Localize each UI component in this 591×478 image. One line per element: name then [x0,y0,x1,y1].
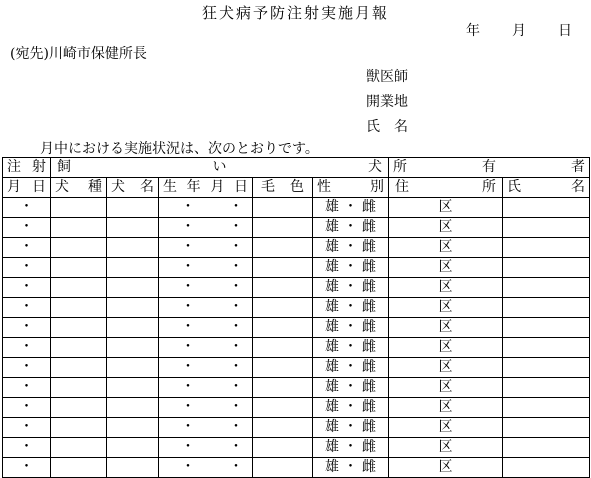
sex-cell[interactable]: 雄 ・ 雌 [313,278,389,298]
coat-color-cell[interactable] [253,338,313,358]
owner-name-cell[interactable] [503,418,590,438]
header-address-char2: 所 [482,179,496,195]
header-birthdate: 生年月日 [159,178,253,198]
table-row [3,218,590,238]
header-dog-char2: い [212,159,227,175]
owner-name-cell[interactable] [503,298,590,318]
date-year-label: 年 [466,23,480,39]
dog-name-cell[interactable] [107,258,159,278]
sex-cell[interactable]: 雄 ・ 雌 [313,298,389,318]
coat-color-cell[interactable] [253,458,313,478]
sex-cell[interactable]: 雄 ・ 雌 [313,418,389,438]
header-date: 月日 [3,178,51,198]
vet-name-label: 氏 名 [366,119,408,135]
header-owner: 所 有 者 [389,158,590,178]
header-address-char1: 住 [395,179,409,195]
address-cell[interactable]: 区 [389,318,503,338]
table-row [3,198,590,218]
sex-cell[interactable]: 雄 ・ 雌 [313,318,389,338]
header-address [389,178,503,198]
table-row [3,318,590,338]
injection-report-table [2,157,590,478]
owner-name-cell[interactable] [503,338,590,358]
birthdate-cell[interactable]: ・ ・ [159,278,253,298]
breed-cell[interactable] [51,398,107,418]
dog-name-cell[interactable] [107,338,159,358]
table-row [3,418,590,438]
table-row [3,338,590,358]
header-injection: 注射 [3,158,51,178]
birthdate-cell[interactable]: ・ ・ [159,418,253,438]
address-cell[interactable]: 区 [389,398,503,418]
table-row [3,298,590,318]
birthdate-cell[interactable]: ・ ・ [159,378,253,398]
birthdate-cell[interactable]: ・ ・ [159,218,253,238]
coat-color-cell[interactable] [253,298,313,318]
owner-name-cell[interactable] [503,258,590,278]
document-title: 狂犬病予防注射実施月報 [201,4,389,22]
header-dog-name: 犬名 [107,178,159,198]
coat-color-cell[interactable] [253,218,313,238]
owner-name-cell[interactable] [503,238,590,258]
address-cell[interactable]: 区 [389,298,503,318]
table-row [3,378,590,398]
owner-name-cell[interactable] [503,278,590,298]
coat-color-cell[interactable] [253,378,313,398]
birthdate-cell[interactable]: ・ ・ [159,438,253,458]
dog-name-cell[interactable] [107,278,159,298]
birthdate-cell[interactable]: ・ ・ [159,398,253,418]
date-cell[interactable]: ・ [3,458,51,478]
breed-cell[interactable] [51,358,107,378]
date-cell[interactable]: ・ [3,218,51,238]
owner-name-cell[interactable] [503,438,590,458]
dog-name-cell[interactable] [107,398,159,418]
breed-cell[interactable] [51,458,107,478]
table-header-row-2 [3,178,590,198]
address-cell[interactable]: 区 [389,378,503,398]
date-cell[interactable]: ・ [3,338,51,358]
breed-cell[interactable] [51,318,107,338]
birthdate-cell[interactable]: ・ ・ [159,258,253,278]
breed-cell[interactable] [51,238,107,258]
breed-cell[interactable] [51,418,107,438]
date-cell[interactable]: ・ [3,278,51,298]
dog-name-cell[interactable] [107,358,159,378]
birthdate-cell[interactable]: ・ ・ [159,458,253,478]
dog-name-cell[interactable] [107,198,159,218]
coat-color-cell[interactable] [253,278,313,298]
header-breed: 犬種 [51,178,107,198]
date-cell[interactable]: ・ [3,438,51,458]
header-owner-name: 氏名 [503,178,590,198]
coat-color-cell[interactable] [253,318,313,338]
birthdate-cell[interactable]: ・ ・ [159,238,253,258]
sex-cell[interactable]: 雄 ・ 雌 [313,458,389,478]
dog-name-cell[interactable] [107,378,159,398]
owner-name-cell[interactable] [503,318,590,338]
dog-name-cell[interactable] [107,218,159,238]
owner-name-cell[interactable] [503,358,590,378]
coat-color-cell[interactable] [253,198,313,218]
breed-cell[interactable] [51,438,107,458]
breed-cell[interactable] [51,198,107,218]
clinic-location-label: 開業地 [366,94,408,110]
table-row [3,278,590,298]
table-row [3,238,590,258]
birthdate-cell[interactable]: ・ ・ [159,338,253,358]
address-cell[interactable]: 区 [389,218,503,238]
table-row [3,358,590,378]
table-row [3,438,590,458]
sex-cell[interactable]: 雄 ・ 雌 [313,358,389,378]
dog-name-cell[interactable] [107,318,159,338]
sex-cell[interactable]: 雄 ・ 雌 [313,258,389,278]
vet-label: 獣医師 [366,69,408,85]
coat-color-cell[interactable] [253,398,313,418]
breed-cell[interactable] [51,338,107,358]
table-header-row-1 [3,158,590,178]
owner-name-cell[interactable] [503,398,590,418]
address-cell[interactable]: 区 [389,198,503,218]
sex-cell[interactable]: 雄 ・ 雌 [313,338,389,358]
owner-name-cell[interactable] [503,198,590,218]
date-cell[interactable]: ・ [3,418,51,438]
date-line [466,20,572,40]
date-cell[interactable]: ・ [3,398,51,418]
table-row [3,458,590,478]
owner-name-cell[interactable] [503,458,590,478]
coat-color-cell[interactable] [253,438,313,458]
dog-name-cell[interactable] [107,438,159,458]
address-cell[interactable]: 区 [389,278,503,298]
owner-name-cell[interactable] [503,218,590,238]
coat-color-cell[interactable] [253,258,313,278]
breed-cell[interactable] [51,278,107,298]
coat-color-cell[interactable] [253,418,313,438]
dog-name-cell[interactable] [107,418,159,438]
addressee: (宛先)川崎市保健所長 [10,46,147,62]
date-month-label: 月 [512,23,526,39]
dog-name-cell[interactable] [107,298,159,318]
address-cell[interactable]: 区 [389,258,503,278]
dog-name-cell[interactable] [107,458,159,478]
date-cell[interactable]: ・ [3,238,51,258]
date-cell[interactable]: ・ [3,318,51,338]
birthdate-cell[interactable]: ・ ・ [159,358,253,378]
address-cell[interactable]: 区 [389,458,503,478]
sex-cell[interactable]: 雄 ・ 雌 [313,198,389,218]
breed-cell[interactable] [51,218,107,238]
sex-cell[interactable]: 雄 ・ 雌 [313,398,389,418]
sex-cell[interactable]: 雄 ・ 雌 [313,238,389,258]
table-row [3,258,590,278]
header-dog-char1: 飼 [57,159,71,175]
date-cell[interactable]: ・ [3,378,51,398]
date-cell[interactable]: ・ [3,258,51,278]
address-cell[interactable]: 区 [389,418,503,438]
owner-name-cell[interactable] [503,378,590,398]
address-cell[interactable]: 区 [389,358,503,378]
birthdate-cell[interactable]: ・ ・ [159,318,253,338]
address-cell[interactable]: 区 [389,338,503,358]
breed-cell[interactable] [51,258,107,278]
header-sex: 性別 [313,178,389,198]
date-cell[interactable]: ・ [3,298,51,318]
intro-text: 月中における実施状況は、次のとおりです。 [40,141,319,157]
dog-name-cell[interactable] [107,238,159,258]
breed-cell[interactable] [51,298,107,318]
sex-cell[interactable]: 雄 ・ 雌 [313,378,389,398]
birthdate-cell[interactable]: ・ ・ [159,298,253,318]
header-dog [51,158,389,178]
coat-color-cell[interactable] [253,238,313,258]
date-cell[interactable]: ・ [3,358,51,378]
header-coat-color: 毛色 [253,178,313,198]
sex-cell[interactable]: 雄 ・ 雌 [313,218,389,238]
birthdate-cell[interactable]: ・ ・ [159,198,253,218]
sex-cell[interactable]: 雄 ・ 雌 [313,438,389,458]
header-dog-char3: 犬 [368,159,382,175]
coat-color-cell[interactable] [253,358,313,378]
date-cell[interactable]: ・ [3,198,51,218]
address-cell[interactable]: 区 [389,238,503,258]
address-cell[interactable]: 区 [389,438,503,458]
breed-cell[interactable] [51,378,107,398]
table-row [3,398,590,418]
date-day-label: 日 [558,23,572,39]
